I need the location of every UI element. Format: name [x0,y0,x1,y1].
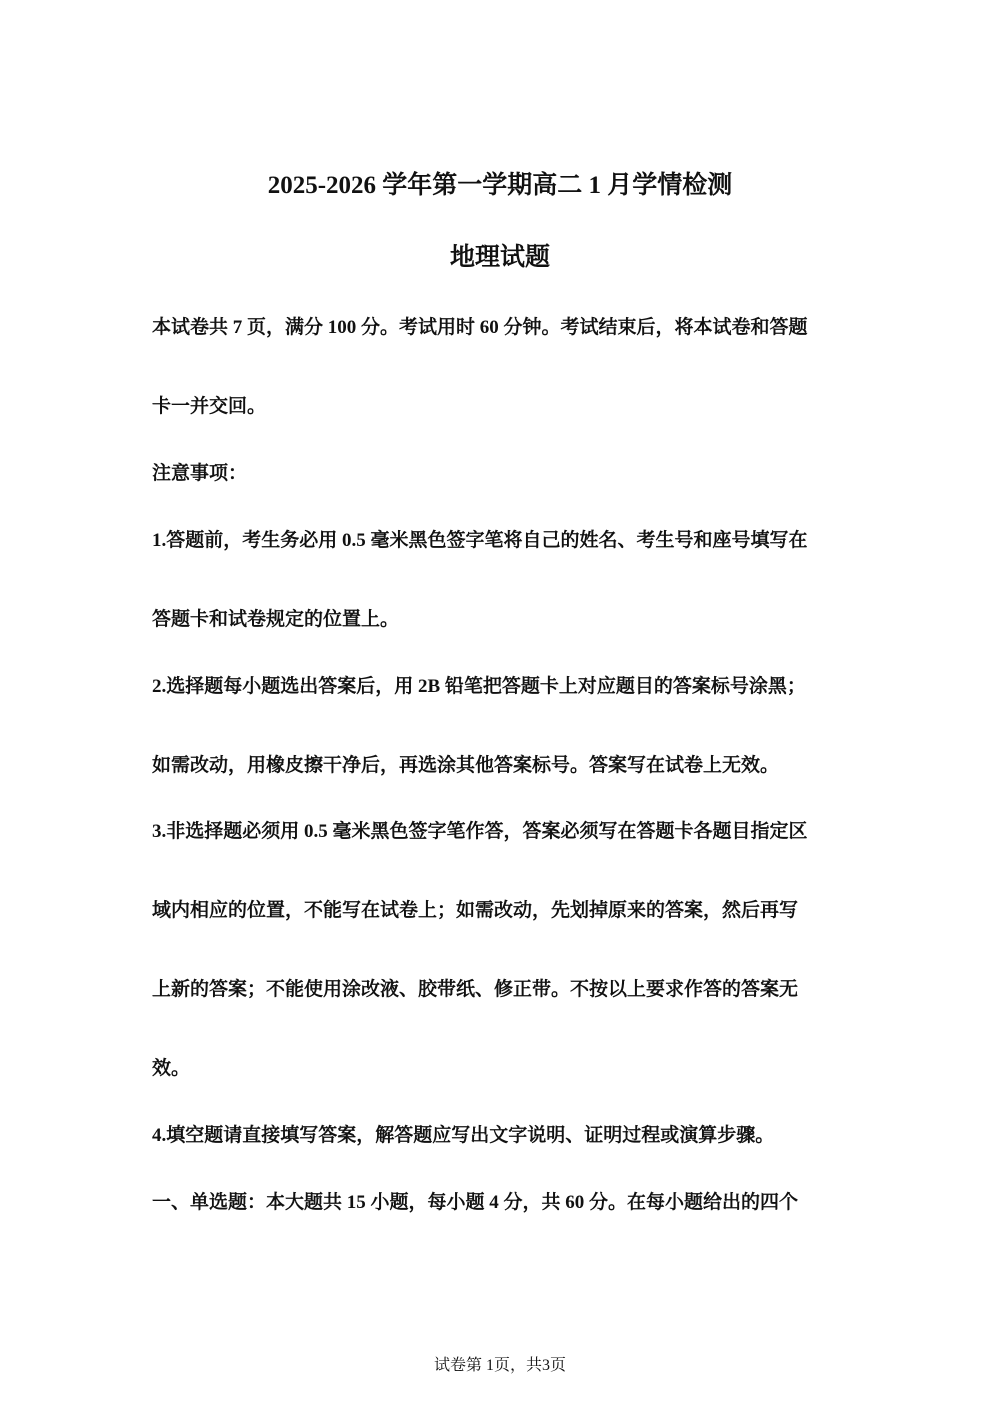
notice-line: 答题卡和试卷规定的位置上。 [152,609,400,630]
notice-line: 3.非选择题必须用 0.5 毫米黑色签字笔作答，答案必须写在答题卡各题目指定区 [152,821,808,842]
notice-line: 4.填空题请直接填写答案，解答题应写出文字说明、证明过程或演算步骤。 [152,1125,775,1146]
page-footer: 试卷第 1页，共3页 [433,1357,566,1374]
exam-subject: 地理试题 [449,244,550,271]
intro-line: 本试卷共 7 页，满分 100 分。考试用时 60 分钟。考试结束后，将本试卷和答题 [152,317,808,338]
section-heading: 一、单选题：本大题共 15 小题，每小题 4 分，共 60 分。在每小题给出的四个 [152,1192,799,1213]
notice-line: 如需改动，用橡皮擦干净后，再选涂其他答案标号。答案写在试卷上无效。 [152,755,780,776]
notice-line: 效。 [152,1058,191,1079]
notice-line: 2.选择题每小题选出答案后，用 2B 铅笔把答题卡上对应题目的答案标号涂黑； [152,676,806,697]
intro-line: 卡一并交回。 [152,396,267,417]
notice-line: 上新的答案；不能使用涂改液、胶带纸、修正带。不按以上要求作答的答案无 [152,979,799,1000]
notice-line: 域内相应的位置，不能写在试卷上；如需改动，先划掉原来的答案，然后再写 [152,900,799,921]
notice-line: 1.答题前，考生务必用 0.5 毫米黑色签字笔将自己的姓名、考生号和座号填写在 [152,530,808,551]
exam-title: 2025-2026 学年第一学期高二 1 月学情检测 [267,172,733,199]
notice-heading: 注意事项： [152,463,248,484]
